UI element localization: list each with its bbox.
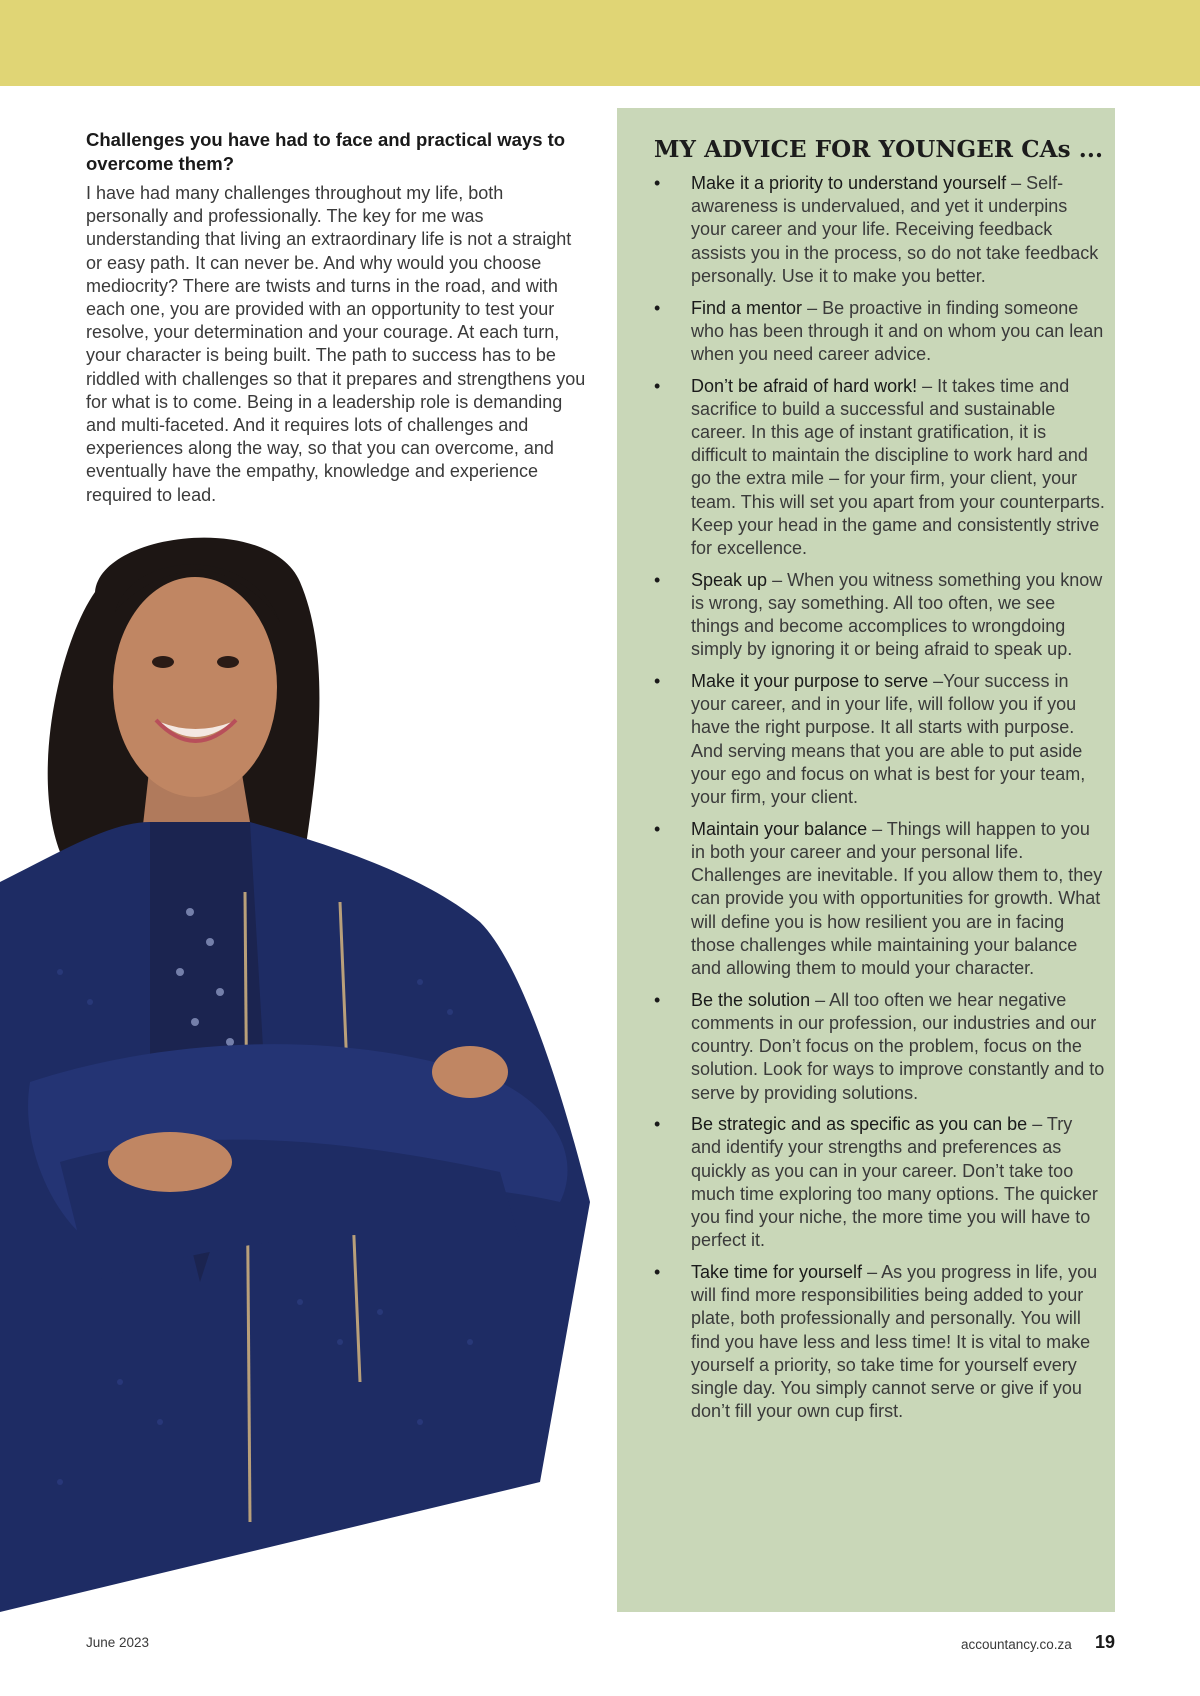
advice-item-hard-work	[654, 375, 1106, 561]
advice-item-speak-up	[654, 569, 1106, 662]
advice-item-balance	[654, 818, 1106, 980]
advice-lead: Speak up	[691, 569, 768, 590]
advice-sidebar	[617, 108, 1115, 1612]
interview-answer	[86, 128, 588, 507]
advice-text: – Be proactive in finding someone who has been through it and on whom you can lean when you need career advice.	[691, 297, 1104, 364]
advice-text: – As you progress in life, you will find more responsibilities being added to your plate, both professionally and personally. You will find you have less and less time! It is vital to make yourself a priority, so take time for yourself every single day. You simply cannot serve or give if you don’t fill your own cup first.	[691, 1261, 1098, 1422]
advice-lead: Find a mentor	[691, 297, 803, 318]
advice-item-purpose-to-serve	[654, 670, 1106, 809]
bullet-icon: •	[654, 1114, 661, 1135]
advice-lead: Be the solution	[691, 989, 811, 1010]
advice-item-understand-yourself	[654, 172, 1106, 288]
advice-text: – Things will happen to you in both your career and your personal life. Challenges are inevitable. If you allow them to, they can provide you with opportunities for growth. What will define you is how resilient you are in facing those challenges while maintaining your balance and allowing them to mould your character.	[691, 818, 1103, 978]
advice-lead: Don’t be afraid of hard work!	[691, 375, 918, 396]
bullet-icon: •	[654, 989, 661, 1010]
bullet-icon: •	[654, 375, 661, 396]
advice-lead: Take time for yourself	[691, 1261, 863, 1282]
bullet-icon: •	[654, 671, 661, 692]
footer-issue-date: June 2023	[86, 1635, 150, 1650]
answer-paragraph: I have had many challenges throughout my life, both personally and professionally. The key for me was understanding that living an extraordinary life is not a straight or easy path. It can never be. And why would you choose mediocrity? There are twists and turns in the road, and with each one, you are provided with an opportunity to test your resolve, your determination and your courage. At each turn, your character is being built. The path to success has to be riddled with challenges so that it prepares and strengthens you for what is to come. Being in a leadership role is demanding and multi-faceted. And it requires lots of challenges and experiences along the way, so that you can overcome, and eventually have the empathy, knowledge and experience required to lead.	[86, 183, 586, 505]
bullet-icon: •	[654, 569, 661, 590]
bullet-icon: •	[654, 173, 661, 193]
advice-lead: Make it your purpose to serve	[691, 671, 929, 692]
advice-text: – Try and identify your strengths and preferences as quickly as you can in your career. Don’t take too much time exploring too many options. The quicker you find your niche, the more time you will have to perfect it.	[691, 1114, 1098, 1251]
advice-text: – When you witness something you know is wrong, say something. All too often, we see things and become accomplices to wrongdoing simply by ignoring it or being afraid to speak up.	[691, 569, 1103, 660]
advice-title: MY ADVICE FOR YOUNGER CAs ...	[654, 136, 1104, 163]
bullet-icon: •	[654, 297, 661, 318]
advice-text: – All too often we hear negative comments in our profession, our industries and our country. Don’t focus on the problem, focus on the solution. Look for ways to improve constantly and to serve by providing solutions.	[691, 989, 1105, 1103]
advice-item-find-mentor	[654, 297, 1106, 367]
advice-item-time-for-yourself	[654, 1261, 1106, 1423]
advice-lead: Make it a priority to understand yourself	[691, 173, 1007, 193]
question-heading: Challenges you have had to face and practical ways to overcome them?	[86, 129, 566, 174]
advice-item-be-the-solution	[654, 989, 1106, 1105]
advice-list	[654, 172, 1106, 1432]
advice-lead: Be strategic and as specific as you can be	[691, 1114, 1028, 1135]
page-number: 19	[1095, 1632, 1116, 1652]
advice-text: – Self-awareness is undervalued, and yet it underpins your career and your life. Receiving feedback assists you in the process, so do not take feedback personally. Use it to make you better.	[691, 173, 1099, 286]
advice-item-strategic	[654, 1113, 1106, 1252]
woman-portrait-illustration	[0, 522, 600, 1612]
header-band	[0, 0, 1200, 86]
footer-website: accountancy.co.za	[961, 1637, 1072, 1652]
bullet-icon: •	[654, 1261, 661, 1282]
advice-lead: Maintain your balance	[691, 818, 868, 839]
bullet-icon: •	[654, 818, 661, 839]
portrait-photo	[0, 522, 600, 1612]
advice-text: – It takes time and sacrifice to build a successful and sustainable career. In this age of instant gratification, it is difficult to maintain the discipline to work hard and go the extra mile – for your firm, your client, your team. This will set you apart from your counterparts. Keep your head in the game and consistently strive for excellence.	[691, 375, 1105, 559]
advice-text: –Your success in your career, and in your life, will follow you if you have the right purpose. It all starts with purpose. And serving means that you are able to put aside your ego and focus on what is best for your team, your firm, your client.	[691, 671, 1086, 808]
